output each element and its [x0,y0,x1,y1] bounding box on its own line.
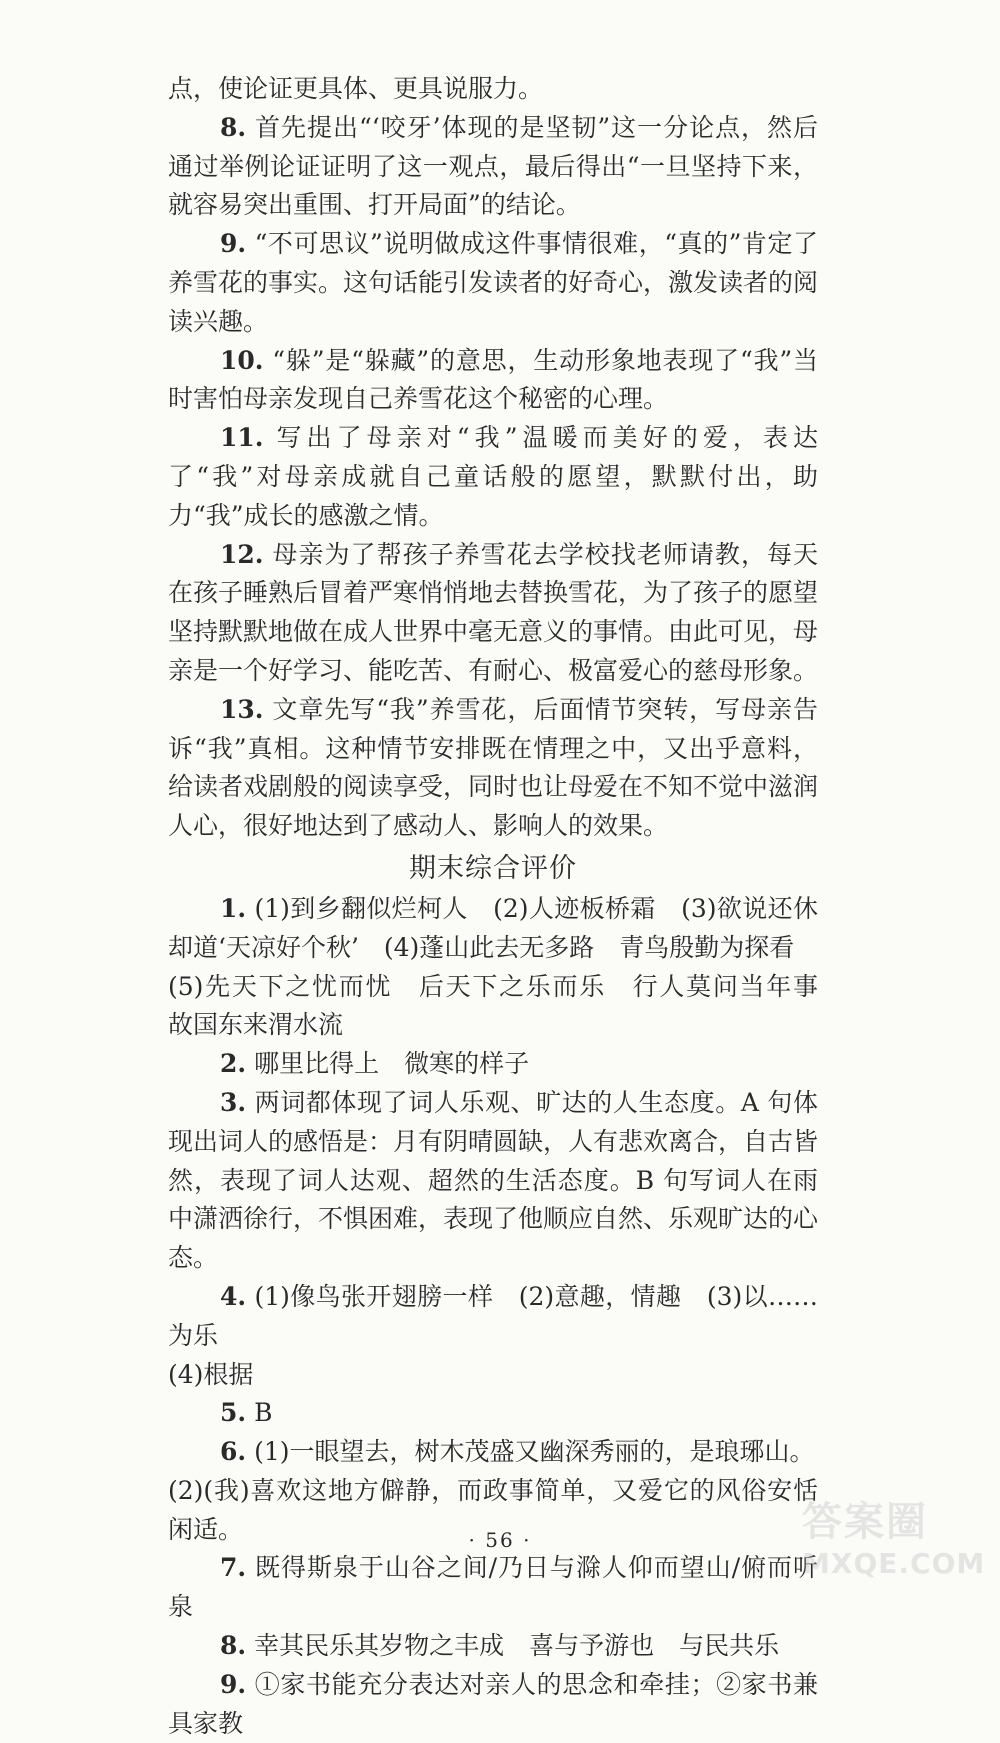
answer-text: 写出了母亲对“我”温暖而美好的爱，表达了“我”对母亲成就自己童话般的愿望，默默付出，助力“我”成长的感激之情。 [168,423,818,530]
answer-number: 10. [220,345,264,375]
final-answer-1 [168,890,844,968]
answer-column [168,70,844,1743]
answer-number: 5. [220,1398,247,1428]
answer-number: 12. [220,539,264,569]
answer-number: 6. [220,1437,247,1467]
answer-text: 文章先写“我”养雪花，后面情节突转，写母亲告诉“我”真相。这种情节安排既在情理之中，又出乎意料，给读者戏剧般的阅读享受，同时也让母爱在不知不觉中滋润人心，很好地达到了感动人、影响人的效果。 [168,694,819,841]
final-answer-4 [168,1278,818,1356]
answer-text: (1)到乡翻似烂柯人 (2)人迹板桥霜 (3)欲说还休 却道‘天凉好个秋’ (4)蓬山此去无多路 青鸟殷勤为探看 [168,893,844,962]
answer-text: ①家书能充分表达对亲人的思念和牵挂；②家书兼具家教 [168,1669,818,1738]
answer-text: 既得斯泉于山谷之间/乃日与滁人仰而望山/俯而听泉 [168,1553,818,1622]
final-answer-6 [168,1433,818,1472]
answer-text: (1)一眼望去，树木茂盛又幽深秀丽的，是琅琊山。 [254,1437,815,1467]
answer-13 [168,691,818,846]
answer-number: 13. [220,694,264,724]
watermark-logo [802,1490,986,1586]
continued-paragraph: 点，使论证更具体、更具说服力。 [168,74,544,103]
answer-text: (1)像鸟张开翅膀一样 (2)意趣，情趣 (3)以……为乐 [168,1281,818,1350]
final-answer-8 [168,1627,818,1666]
answer-text: 两词都体现了词人乐观、旷达的人生态度。A 句体现出词人的感悟是：月有阴晴圆缺，人有悲欢离合，自古皆然，表现了词人达观、超然的生活态度。B 句写词人在雨中潇洒徐行，不惧困难，表现了他顺应自然、乐观旷达的心态。 [168,1087,819,1273]
answer-number: 2. [220,1049,247,1079]
answer-text: “躲”是“躲藏”的意思，生动形象地表现了“我”当时害怕母亲发现自己养雪花这个秘密的心理。 [168,345,818,414]
section-title: 期末综合评价 [409,852,577,884]
answer-12 [168,536,818,691]
watermark-text: 答案圈 [802,1499,928,1545]
answer-10 [168,342,818,420]
final-answer-5 [168,1394,818,1433]
final-answer-1-continued: (5)先天下之忧而忧 后天下之乐而乐 行人莫问当年事 故国东来渭水流 [168,971,844,1040]
answer-number: 3. [220,1087,247,1117]
answer-number: 7. [220,1553,247,1583]
answer-number: 8. [220,1631,247,1661]
answer-number: 8. [220,112,247,142]
answer-text: 母亲为了帮孩子养雪花去学校找老师请教，每天在孩子睡熟后冒着严寒悄悄地去替换雪花，为了孩子的愿望坚持默默地做在成人世界中毫无意义的事情。由此可见，母亲是一个好学习、能吃苦、有耐心、极富爱心的慈母形象。 [168,539,819,685]
answer-number: 1. [220,893,247,923]
answer-9 [168,225,818,341]
answer-text: 哪里比得上 微寒的样子 [254,1049,530,1079]
answer-number: 9. [220,1669,247,1699]
answer-11 [168,419,818,535]
final-answer-2 [168,1045,818,1084]
answer-number: 11. [220,423,264,453]
final-answer-9 [168,1666,818,1743]
answer-text: 首先提出“‘咬牙’体现的是坚韧”这一分论点，然后通过举例论证证明了这一观点，最后得出“一旦坚持下来，就容易突出重围、打开局面”的结论。 [168,112,818,220]
final-answer-7 [168,1549,818,1627]
answer-text: “不可思议”说明做成这件事情很难，“真的”肯定了养雪花的事实。这句话能引发读者的好奇心，激发读者的阅读兴趣。 [168,229,819,336]
watermark-url: MXQE.COM [802,1547,986,1580]
final-answer-4-continued: (4)根据 [168,1359,254,1389]
answer-number: 4. [220,1281,247,1311]
page-number: · 56 · [468,1528,532,1552]
answer-text: 幸其民乐其岁物之丰成 喜与予游也 与民共乐 [254,1631,780,1661]
answer-8 [168,109,818,225]
answer-number: 9. [220,229,247,259]
final-answer-3 [168,1084,818,1278]
answer-text: B [254,1398,273,1428]
final-answer-6-continued: (2)(我)喜欢这地方僻静，而政事简单，又爱它的风俗安恬闲适。 [168,1475,818,1544]
